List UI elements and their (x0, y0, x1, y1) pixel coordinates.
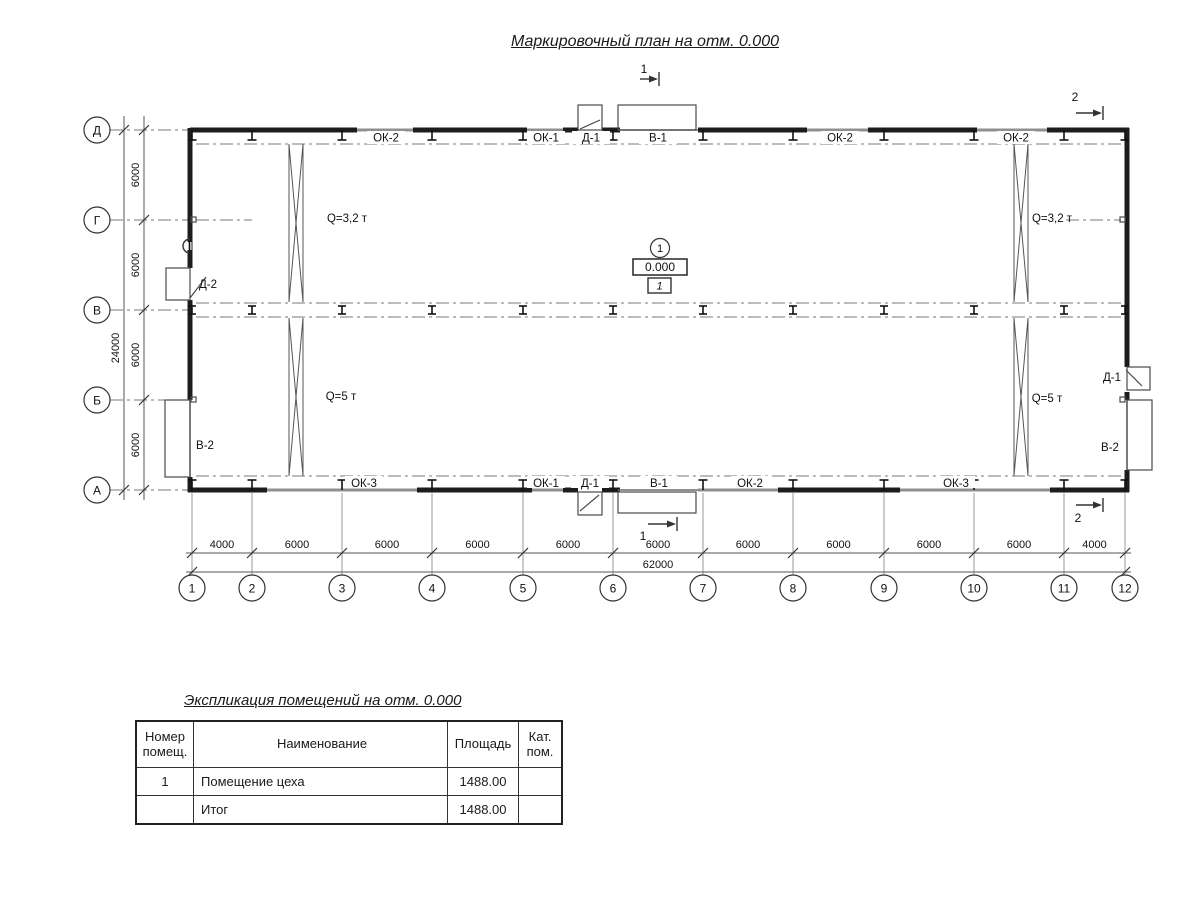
cell-room-number: 1 (136, 768, 194, 796)
room-axis-bubble-label: 1 (656, 243, 664, 255)
wall-label-top: ОК-2 (373, 132, 399, 145)
table-header-row (136, 721, 562, 768)
col-axis-label: 2 (248, 581, 256, 596)
table-row (136, 796, 562, 825)
col-axis-label: 6 (609, 581, 617, 596)
col-axis-label: 5 (519, 581, 527, 596)
dim-label-bottom: 6000 (916, 539, 942, 551)
dim-label-bottom: 6000 (645, 539, 671, 551)
door-leaf-D1-right (1126, 370, 1142, 386)
crane-capacity-label: Q=3,2 т (326, 213, 368, 225)
cell-total-label: Итог (194, 796, 448, 825)
dim-label-bottom: 6000 (465, 539, 490, 551)
section-marker-label: 1 (639, 529, 647, 543)
header-area: Площадь (448, 721, 519, 768)
col-axis-label: 10 (967, 581, 981, 596)
wall-label-left: Д-2 (198, 279, 218, 291)
crane-capacity-label: Q=5 т (1031, 393, 1063, 405)
row-axis-label: Г (93, 213, 101, 228)
door-leaf-D1-bottom (580, 495, 599, 511)
col-axis-label: 8 (789, 581, 797, 596)
section-arrow-head (667, 521, 676, 528)
wall-label-top: ОК-2 (1003, 132, 1029, 145)
row-axis-label: В (92, 303, 102, 318)
wall-label-top: В-1 (649, 132, 667, 145)
dim-label-bottom: 6000 (826, 539, 851, 551)
wall-label-top: ОК-2 (827, 132, 853, 145)
gate-vestibule-V1-top (618, 105, 696, 130)
cell-room-cat (519, 768, 563, 796)
wall-label-bottom: ОК-1 (533, 478, 559, 490)
table-row (136, 768, 562, 796)
room-number-value: 1 (656, 280, 663, 293)
gate-vestibule-V2-left (165, 400, 190, 477)
col-axis-label: 4 (428, 581, 436, 596)
dim-label-left-total: 24000 (110, 332, 122, 364)
pilaster-square (1120, 217, 1125, 222)
col-axis-label: 9 (880, 581, 888, 596)
col-axis-label: 1 (188, 581, 196, 596)
dim-label-bottom: 6000 (374, 539, 400, 551)
header-room-number: Номер помещ. (136, 721, 194, 768)
cell-total-number (136, 796, 194, 825)
dim-label-left: 6000 (130, 252, 142, 278)
door-vestibule-D1-top (578, 105, 602, 130)
col-axis-label: 11 (1057, 581, 1071, 596)
door-vestibule-D1-right (1127, 367, 1150, 390)
wall-label-bottom: ОК-2 (737, 478, 763, 490)
header-category: Кат. пом. (519, 721, 563, 768)
door-vestibule-D2-left (166, 268, 190, 300)
dim-label-bottom: 4000 (209, 539, 235, 551)
section-arrow-head (649, 76, 658, 83)
wall-label-top: Д-1 (581, 132, 601, 145)
col-axis-label: 7 (699, 581, 707, 596)
col-axis-label: 3 (338, 581, 346, 596)
dim-label-left: 6000 (130, 342, 142, 368)
room-schedule-title: Экспликация помещений на отм. 0.000 (184, 692, 462, 709)
dim-label-left: 6000 (130, 432, 142, 458)
cell-total-cat (519, 796, 563, 825)
wall-label-right: Д-1 (1102, 372, 1122, 384)
dim-label-bottom: 4000 (1082, 539, 1107, 551)
wall-label-left: В-2 (196, 440, 214, 452)
drawing-title: Маркировочный план на отм. 0.000 (510, 33, 779, 50)
section-marker-label: 2 (1071, 90, 1079, 104)
col-axis-label: 12 (1118, 581, 1132, 596)
crane-capacity-label: Q=3,2 т (1031, 213, 1073, 225)
wall-label-bottom: ОК-3 (943, 478, 969, 490)
wall-label-top: ОК-1 (533, 132, 559, 145)
row-axis-label: А (92, 483, 102, 498)
dim-label-bottom-total: 62000 (642, 559, 674, 571)
wall-label-bottom: Д-1 (580, 478, 600, 490)
header-name: Наименование (194, 721, 448, 768)
section-arrow-head (1093, 502, 1102, 509)
section-arrow-head (1093, 110, 1102, 117)
row-axis-label: Д (92, 123, 102, 138)
cell-room-name: Помещение цеха (194, 768, 448, 796)
pilaster-square (1120, 397, 1125, 402)
crane-capacity-label: Q=5 т (325, 391, 357, 403)
gate-vestibule-V1-bottom (618, 492, 696, 513)
dim-label-bottom: 6000 (555, 539, 581, 551)
cell-total-area: 1488.00 (448, 796, 519, 825)
section-marker-label: 2 (1074, 511, 1082, 525)
dim-label-bottom: 6000 (284, 539, 310, 551)
wall-label-bottom: В-1 (650, 478, 668, 490)
dim-label-left: 6000 (130, 162, 142, 188)
dim-label-bottom: 6000 (735, 539, 761, 551)
elevation-mark-value: 0.000 (644, 260, 676, 274)
dim-label-bottom: 6000 (1006, 539, 1032, 551)
section-marker-label: 1 (640, 62, 648, 76)
wall-label-right: В-2 (1101, 442, 1119, 454)
room-schedule-table (135, 720, 563, 825)
cell-room-area: 1488.00 (448, 768, 519, 796)
row-axis-label: Б (93, 393, 101, 408)
door-leaf-D1-top (580, 120, 600, 129)
wall-label-bottom: ОК-3 (351, 478, 377, 490)
gate-vestibule-V2-right (1127, 400, 1152, 470)
